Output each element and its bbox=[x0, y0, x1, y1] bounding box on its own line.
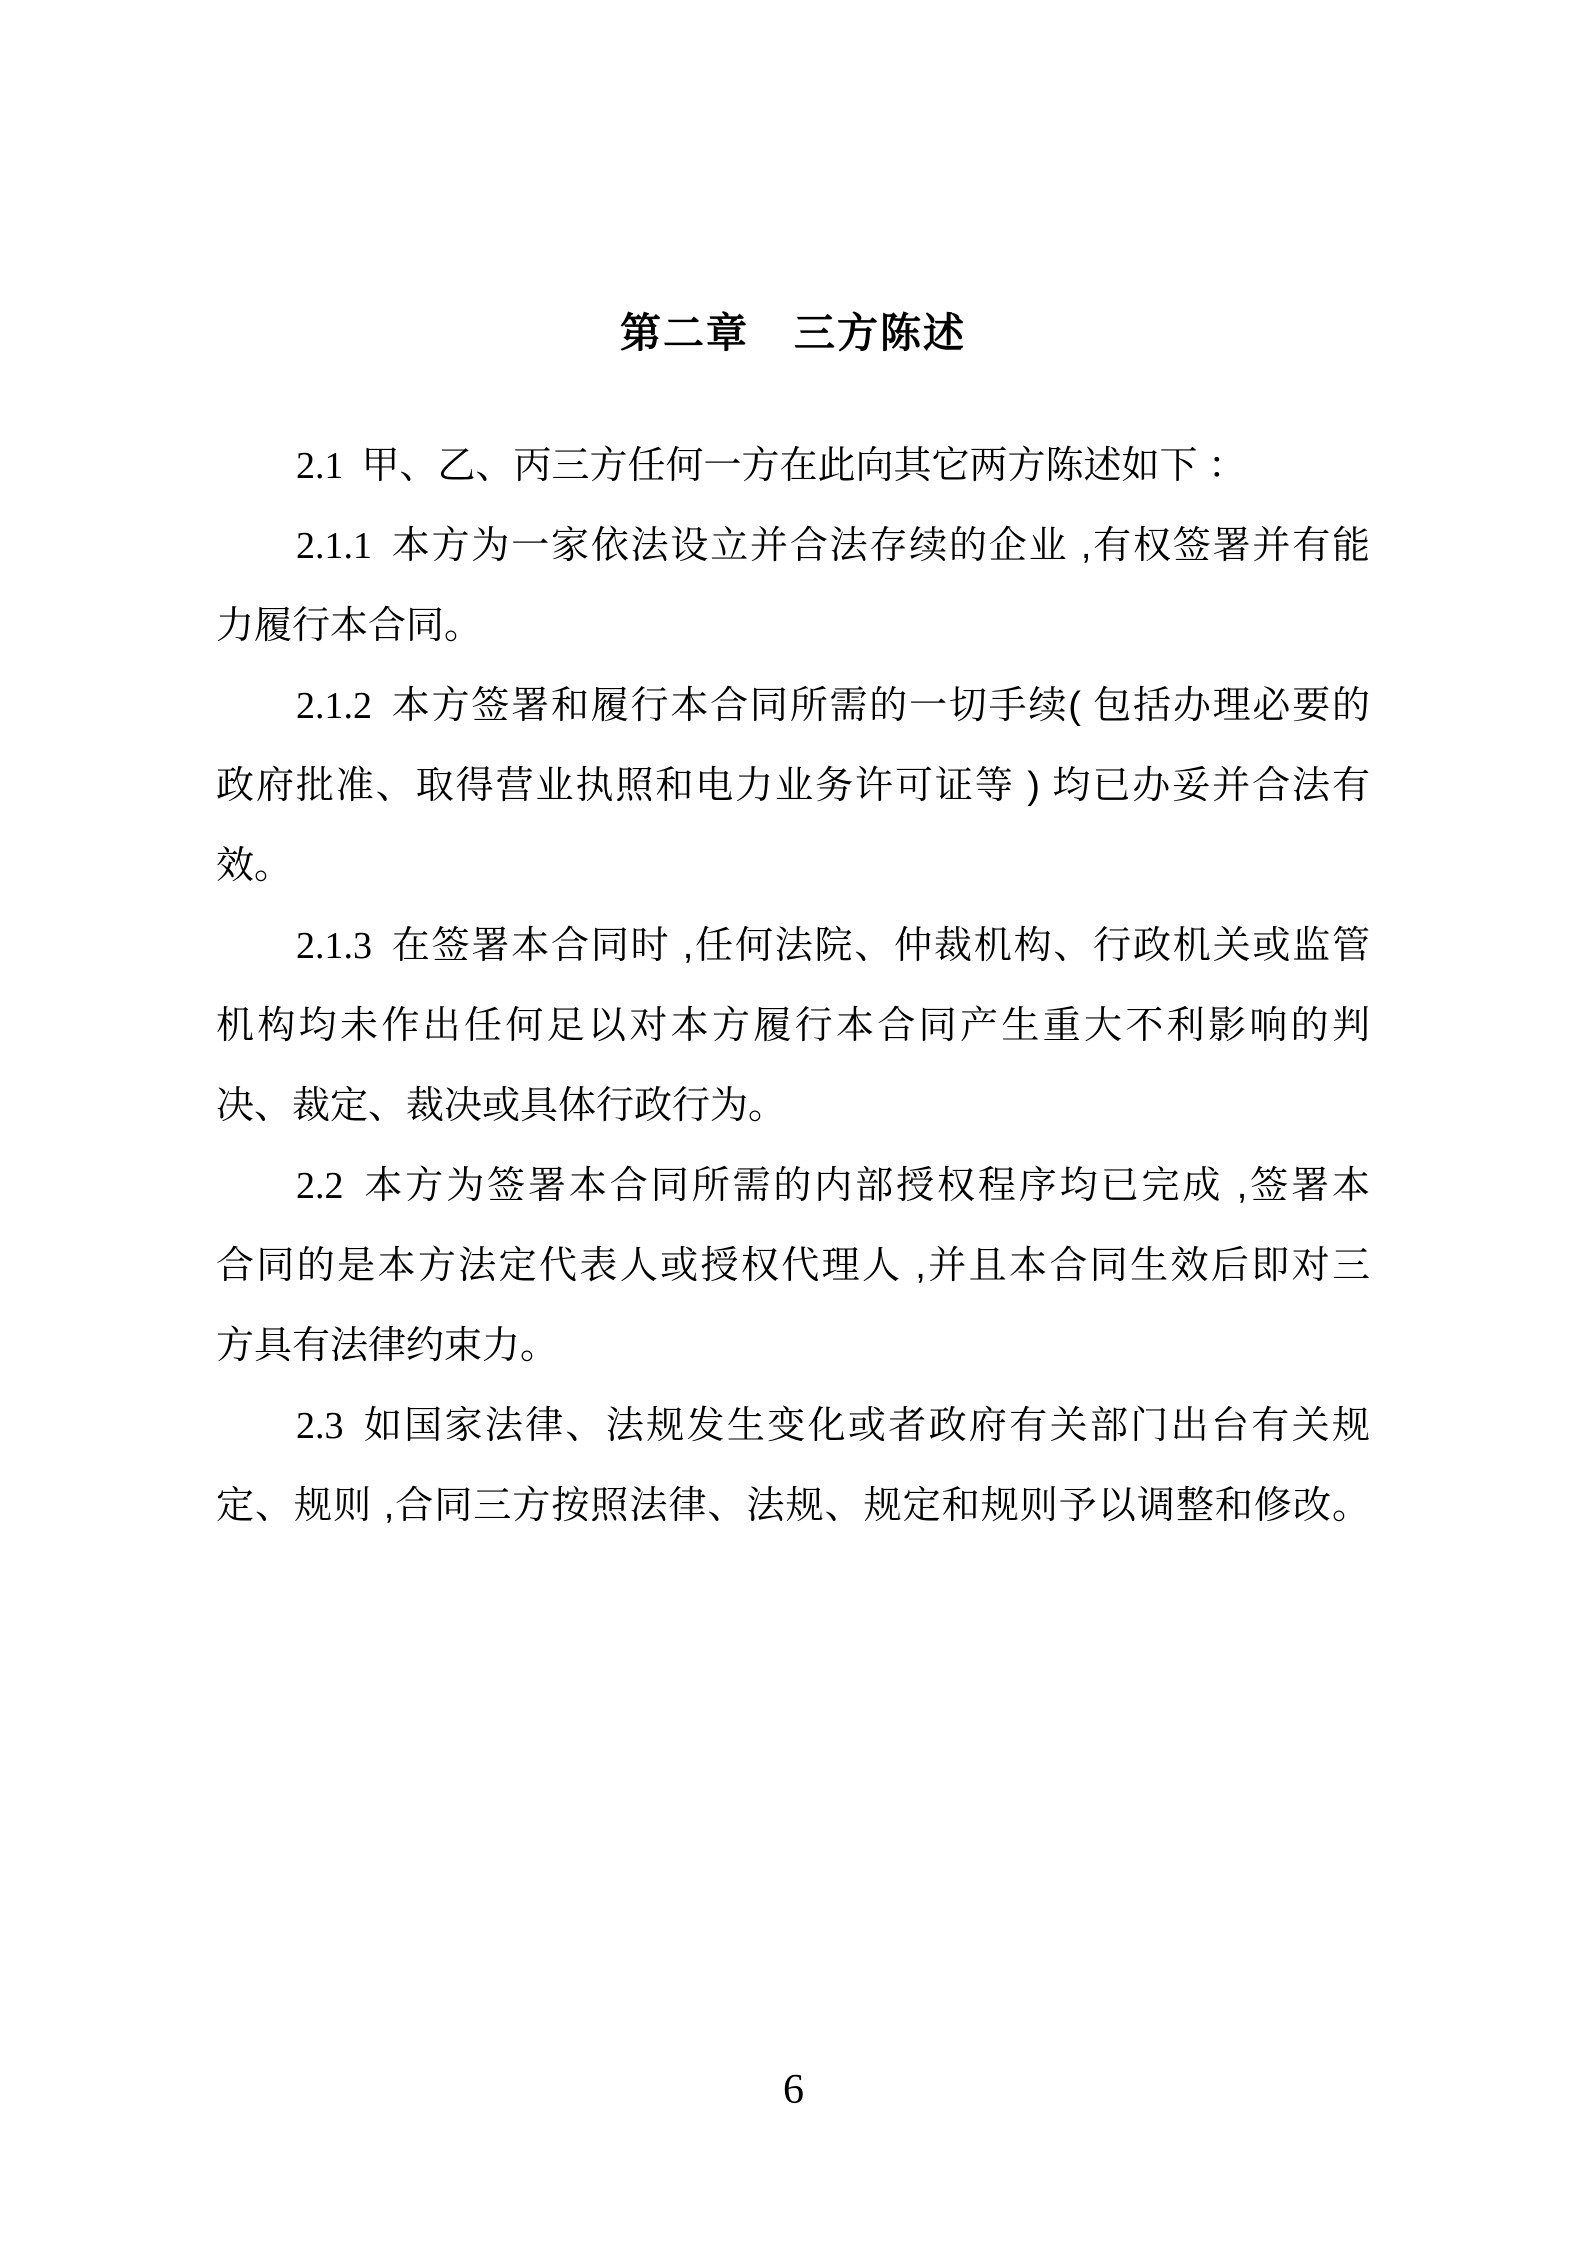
chapter-name: 三方陈述 bbox=[794, 310, 966, 356]
paragraph-line bbox=[216, 986, 1370, 1066]
clause-number: 2.1 bbox=[296, 445, 344, 487]
clause-text: 合同的是本方法定代表人或授权代理人 ,并且本合同生效后即对三 bbox=[216, 1245, 1370, 1287]
clause-text: 本方为签署本合同所需的内部授权程序均已完成 ,签署本 bbox=[361, 1165, 1370, 1207]
clause-text: 本方为一家依法设立并合法存续的企业 ,有权签署并有能 bbox=[390, 525, 1370, 567]
clause-text: 效。 bbox=[216, 845, 293, 887]
chapter-title bbox=[216, 0, 1370, 360]
paragraph-line bbox=[216, 586, 1370, 666]
clause-text: 力履行本合同。 bbox=[216, 605, 483, 647]
paragraph-line bbox=[216, 746, 1370, 826]
clause-text: 方具有法律约束力。 bbox=[216, 1325, 559, 1367]
page-number: 6 bbox=[783, 2067, 804, 2113]
paragraph-line bbox=[216, 906, 1370, 986]
clause-text: 在签署本合同时 ,任何法院、仲裁机构、行政机关或监管 bbox=[390, 925, 1370, 967]
paragraph-line bbox=[216, 1466, 1370, 1546]
clause-number: 2.1.3 bbox=[296, 925, 372, 967]
document-body bbox=[216, 426, 1370, 1546]
paragraph-line bbox=[216, 1066, 1370, 1146]
paragraph-line bbox=[216, 1386, 1370, 1466]
clause-text: 决、裁定、裁决或具体行政行为。 bbox=[216, 1085, 787, 1127]
clause-text: 甲、乙、丙三方任何一方在此向其它两方陈述如下 ： bbox=[361, 445, 1247, 487]
paragraph-line bbox=[216, 1226, 1370, 1306]
clause-text: 机构均未作出任何足以对本方履行本合同产生重大不利影响的判 bbox=[216, 1005, 1370, 1047]
paragraph-line bbox=[216, 1306, 1370, 1386]
clause-number: 2.2 bbox=[296, 1165, 344, 1207]
clause-number: 2.1.1 bbox=[296, 525, 372, 567]
page-content bbox=[216, 0, 1370, 1546]
paragraph-line bbox=[216, 826, 1370, 906]
clause-number: 2.1.2 bbox=[296, 685, 372, 727]
clause-text: 定、规则 ,合同三方按照法律、法规、规定和规则予以调整和修改。 bbox=[216, 1485, 1370, 1527]
paragraph-line bbox=[216, 1146, 1370, 1226]
clause-text: 政府批准、取得营业执照和电力业务许可证等 ) 均已办妥并合法有 bbox=[216, 765, 1370, 807]
paragraph-line bbox=[216, 426, 1370, 506]
paragraph-line bbox=[216, 506, 1370, 586]
clause-text: 本方签署和履行本合同所需的一切手续( 包括办理必要的 bbox=[390, 685, 1370, 727]
chapter-number-label: 第二章 bbox=[620, 310, 749, 356]
clause-text: 如国家法律、法规发生变化或者政府有关部门出台有关规 bbox=[361, 1405, 1370, 1447]
paragraph-line bbox=[216, 666, 1370, 746]
clause-number: 2.3 bbox=[296, 1405, 344, 1447]
